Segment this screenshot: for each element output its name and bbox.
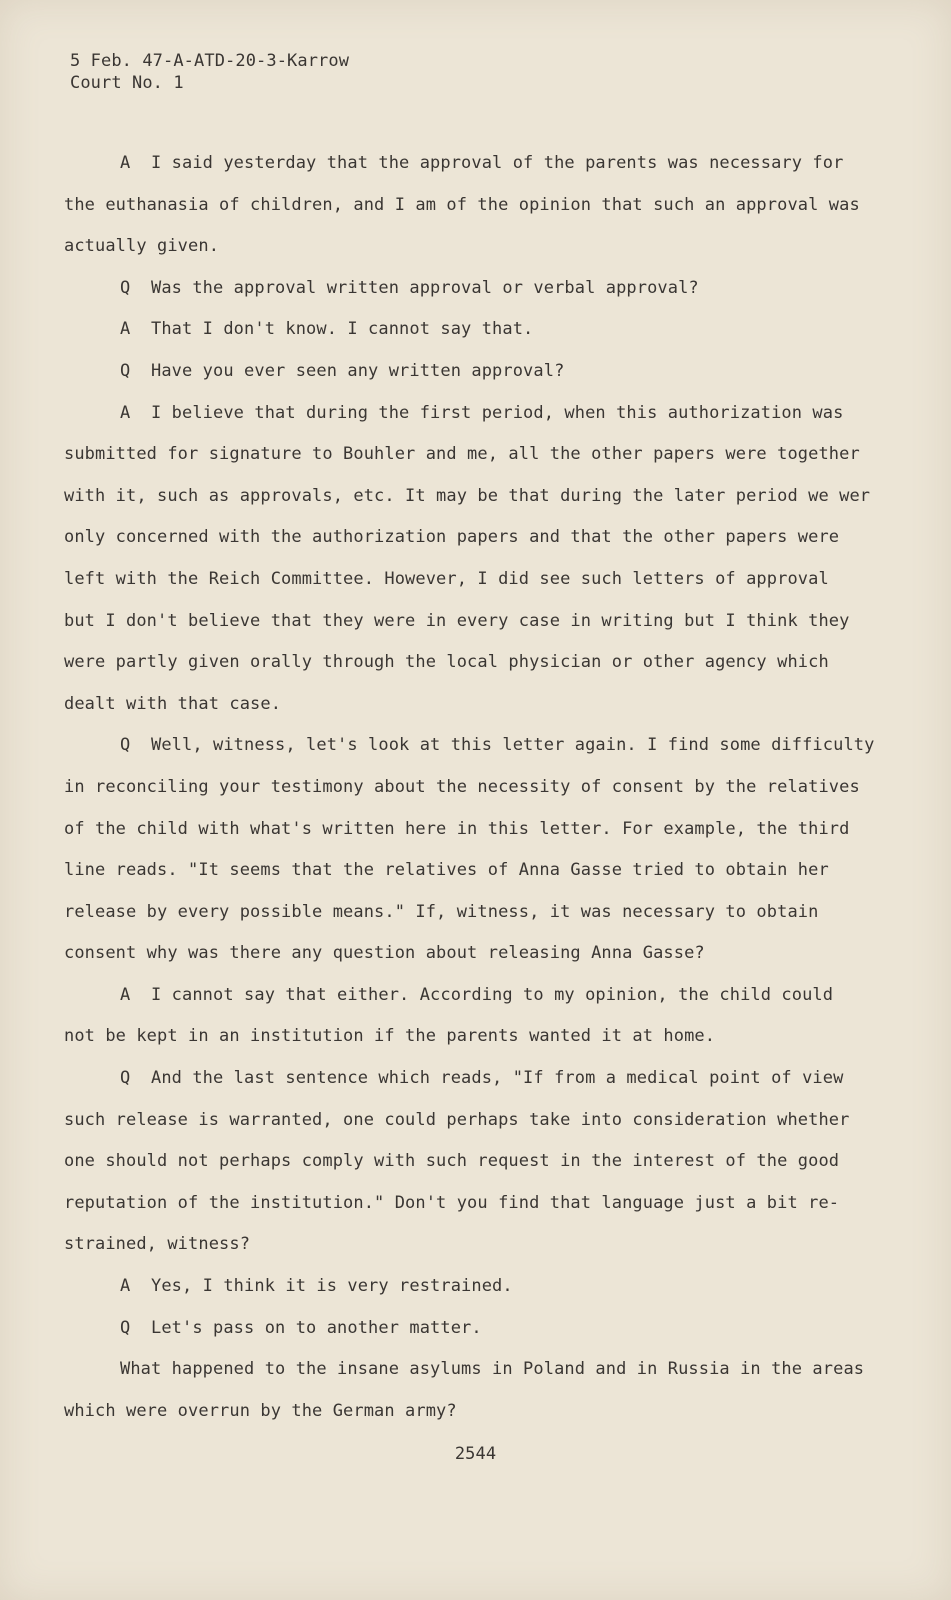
transcript-line: A I believe that during the first period, when this authorization was: [120, 402, 844, 423]
transcript-line: were partly given orally through the local physician or other agency which: [64, 652, 829, 673]
transcript-line: dealt with that case.: [64, 693, 282, 714]
transcript-line: Q And the last sentence which reads, "If from a medical point of view: [120, 1068, 844, 1089]
transcript-line: Q Was the approval written approval or verbal approval?: [120, 277, 699, 298]
transcript-line: but I don't believe that they were in every case in writing but I think they: [64, 610, 850, 631]
transcript-line: A That I don't know. I cannot say that.: [120, 319, 534, 340]
header-court-line: Court No. 1: [70, 73, 184, 93]
transcript-line: of the child with what's written here in this letter. For example, the third: [64, 818, 850, 839]
transcript-line: Q Let's pass on to another matter.: [120, 1317, 482, 1338]
transcript-line: in reconciling your testimony about the necessity of consent by the relatives: [64, 776, 860, 797]
header-date-line: 5 Feb. 47-A-ATD-20-3-Karrow: [70, 51, 350, 71]
transcript-line: which were overrun by the German army?: [64, 1400, 457, 1421]
transcript-line: left with the Reich Committee. However, I did see such letters of approval: [64, 568, 829, 589]
document-header: [70, 50, 349, 94]
transcript-line: the euthanasia of children, and I am of the opinion that such an approval was: [64, 194, 860, 215]
transcript-line: A I said yesterday that the approval of the parents was necessary for: [120, 153, 844, 173]
transcript-line: only concerned with the authorization papers and that the other papers were: [64, 527, 840, 548]
transcript-line: consent why was there any question about releasing Anna Gasse?: [64, 943, 705, 964]
transcript-line: A I cannot say that either. According to my opinion, the child could: [120, 984, 834, 1005]
transcript-line: one should not perhaps comply with such request in the interest of the good: [64, 1151, 840, 1172]
transcript-line: What happened to the insane asylums in Poland and in Russia in the areas: [120, 1359, 865, 1380]
transcript-line: such release is warranted, one could perhaps take into consideration whether: [64, 1109, 850, 1130]
transcript-line: line reads. "It seems that the relatives of Anna Gasse tried to obtain her: [64, 860, 829, 881]
transcript-line: reputation of the institution." Don't you find that language just a bit re-: [64, 1192, 840, 1213]
page-number: 2544: [454, 1444, 497, 1464]
transcript-line: not be kept in an institution if the parents wanted it at home.: [64, 1026, 716, 1047]
transcript-line: submitted for signature to Bouhler and me, all the other papers were together: [64, 444, 860, 465]
transcript-line: A Yes, I think it is very restrained.: [120, 1276, 513, 1297]
transcript-line: with it, such as approvals, etc. It may be that during the later period we wer: [64, 485, 871, 506]
transcript-line: Q Have you ever seen any written approval?: [120, 360, 565, 381]
transcript-line: Q Well, witness, let's look at this letter again. I find some difficulty: [120, 735, 875, 756]
transcript-body: [64, 152, 884, 1441]
transcript-line: actually given.: [64, 236, 220, 257]
transcript-line: release by every possible means." If, witness, it was necessary to obtain: [64, 901, 819, 922]
transcript-line: strained, witness?: [64, 1234, 251, 1255]
